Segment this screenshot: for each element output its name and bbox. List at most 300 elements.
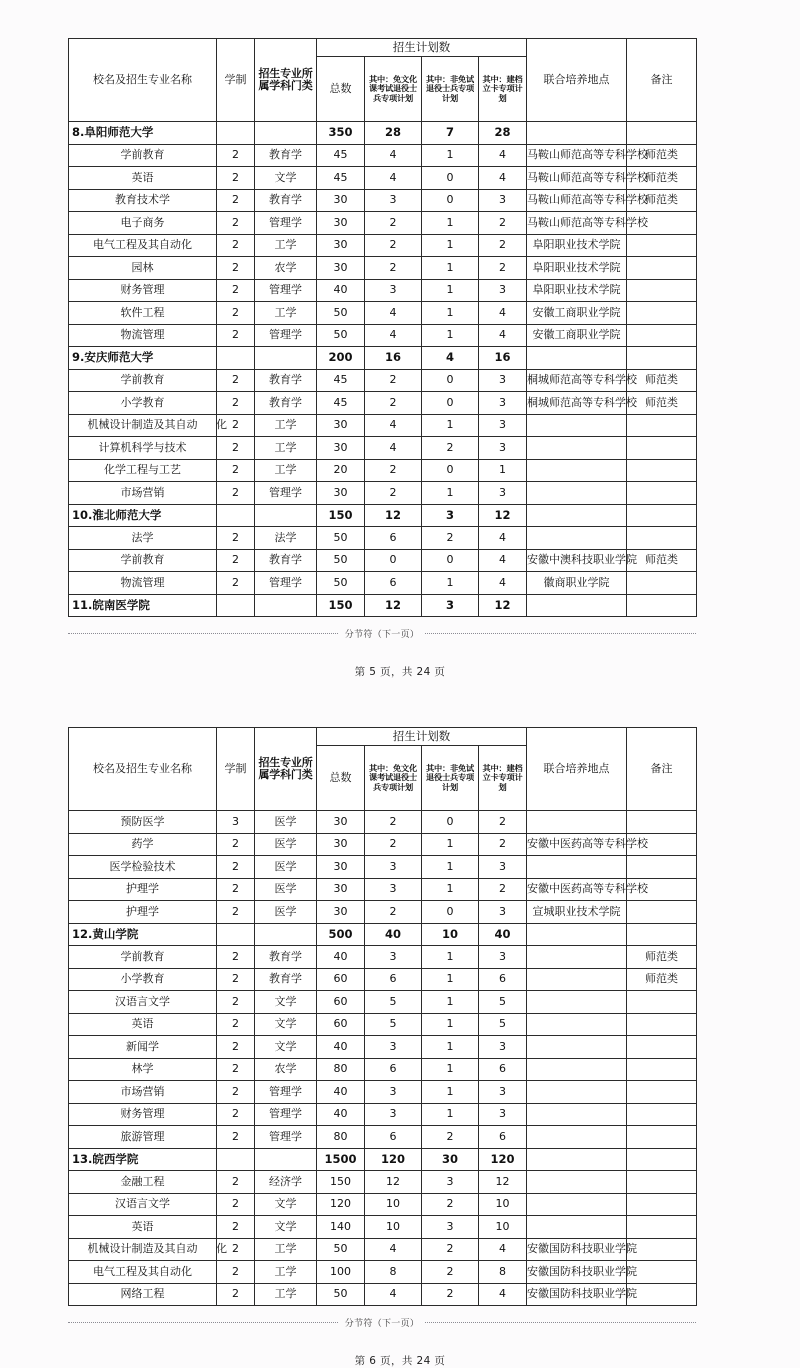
major-row [69,991,697,1014]
total-cell: 100 [317,1261,365,1284]
major-row [69,257,697,280]
exempt-veteran-plan-cell: 120 [365,1148,422,1171]
overflow-character: 化 [216,1242,227,1256]
registered-card-plan-cell: 12 [479,594,527,617]
years-cell: 2 [217,991,255,1014]
discipline-cell: 教育学 [255,549,317,572]
total-cell: 80 [317,1058,365,1081]
discipline-cell: 管理学 [255,1126,317,1149]
nonexempt-veteran-plan-cell: 1 [422,1013,479,1036]
page-footer-5: 第 5 页，共 24 页 [354,666,446,678]
major-row [69,549,697,572]
university-name-cell: 12.黄山学院 [69,923,217,946]
total-cell: 150 [317,594,365,617]
header-sub2: 其中：非免试退役士兵专项计划 [422,746,479,811]
joint-training-place-cell: 安徽国防科技职业学院 [527,1283,627,1306]
joint-training-place-cell [527,991,627,1014]
registered-card-plan-cell: 4 [479,144,527,167]
nonexempt-veteran-plan-cell: 2 [422,1283,479,1306]
total-cell: 30 [317,414,365,437]
major-row [69,1058,697,1081]
years-cell: 2 [217,856,255,879]
registered-card-plan-cell: 4 [479,572,527,595]
nonexempt-veteran-plan-cell: 0 [422,189,479,212]
exempt-veteran-plan-cell: 4 [365,437,422,460]
university-name-cell: 13.皖西学院 [69,1148,217,1171]
note-cell [627,324,697,347]
joint-training-place-cell: 安徽工商职业学院 [527,302,627,325]
discipline-cell: 文学 [255,1216,317,1239]
years-cell: 2 [217,1036,255,1059]
major-name-cell: 小学教育 [69,392,217,415]
years-cell: 2 [217,459,255,482]
discipline-cell: 管理学 [255,482,317,505]
years-cell: 2 [217,189,255,212]
exempt-veteran-plan-cell: 2 [365,459,422,482]
years-cell: 2 [217,234,255,257]
header-sub2: 其中：非免试退役士兵专项计划 [422,57,479,122]
discipline-cell [255,347,317,370]
header-note: 备注 [627,728,697,811]
university-summary-row [69,594,697,617]
total-cell: 40 [317,946,365,969]
note-cell: 师范类 [627,144,697,167]
joint-training-place-cell [527,1171,627,1194]
enrollment-plan-table-page-6 [68,727,697,1306]
discipline-cell: 农学 [255,1058,317,1081]
registered-card-plan-cell: 3 [479,1103,527,1126]
joint-training-place-cell: 马鞍山师范高等专科学校 [527,189,627,212]
discipline-cell [255,1148,317,1171]
joint-training-place-cell: 马鞍山师范高等专科学校 [527,167,627,190]
nonexempt-veteran-plan-cell: 1 [422,946,479,969]
registered-card-plan-cell: 2 [479,833,527,856]
header-plan-group: 招生计划数 [317,39,527,57]
university-name-cell: 8.阜阳师范大学 [69,122,217,145]
discipline-cell: 工学 [255,414,317,437]
registered-card-plan-cell: 3 [479,1081,527,1104]
exempt-veteran-plan-cell: 12 [365,504,422,527]
major-name-cell: 英语 [69,1216,217,1239]
major-row [69,1036,697,1059]
exempt-veteran-plan-cell: 2 [365,369,422,392]
exempt-veteran-plan-cell: 5 [365,1013,422,1036]
discipline-cell: 医学 [255,856,317,879]
note-cell [627,1261,697,1284]
joint-training-place-cell [527,527,627,550]
major-name-cell: 电气工程及其自动化 [69,1261,217,1284]
nonexempt-veteran-plan-cell: 0 [422,369,479,392]
discipline-cell: 教育学 [255,369,317,392]
registered-card-plan-cell: 3 [479,414,527,437]
total-cell: 40 [317,1081,365,1104]
joint-training-place-cell: 徽商职业学院 [527,572,627,595]
exempt-veteran-plan-cell: 12 [365,1171,422,1194]
registered-card-plan-cell: 4 [479,1238,527,1261]
major-name-cell: 汉语言文学 [69,991,217,1014]
total-cell: 30 [317,901,365,924]
registered-card-plan-cell: 12 [479,1171,527,1194]
total-cell: 40 [317,279,365,302]
exempt-veteran-plan-cell: 3 [365,279,422,302]
major-row [69,968,697,991]
total-cell: 40 [317,1036,365,1059]
total-cell: 30 [317,234,365,257]
major-name-cell: 市场营销 [69,1081,217,1104]
major-row [69,167,697,190]
note-cell [627,594,697,617]
note-cell: 师范类 [627,392,697,415]
major-row [69,1013,697,1036]
note-cell [627,1058,697,1081]
major-row [69,1171,697,1194]
major-name-cell: 金融工程 [69,1171,217,1194]
total-cell: 45 [317,369,365,392]
exempt-veteran-plan-cell: 28 [365,122,422,145]
major-row [69,833,697,856]
header-sub1: 其中：免文化课考试退役士兵专项计划 [365,57,422,122]
total-cell: 30 [317,257,365,280]
total-cell: 50 [317,1283,365,1306]
discipline-cell: 工学 [255,234,317,257]
exempt-veteran-plan-cell: 3 [365,189,422,212]
discipline-cell: 教育学 [255,946,317,969]
major-name-cell: 预防医学 [69,811,217,834]
nonexempt-veteran-plan-cell: 3 [422,594,479,617]
exempt-veteran-plan-cell: 3 [365,1103,422,1126]
total-cell: 500 [317,923,365,946]
registered-card-plan-cell: 4 [479,302,527,325]
years-cell [217,594,255,617]
note-cell [627,1171,697,1194]
note-cell [627,347,697,370]
joint-training-place-cell [527,1193,627,1216]
years-cell: 2 [217,1238,255,1261]
major-name-cell: 网络工程 [69,1283,217,1306]
exempt-veteran-plan-cell: 3 [365,878,422,901]
header-sub3: 其中：建档立卡专项计划 [479,57,527,122]
page-footer-6: 第 6 页，共 24 页 [354,1355,446,1367]
total-cell: 50 [317,549,365,572]
exempt-veteran-plan-cell: 4 [365,1283,422,1306]
major-row [69,324,697,347]
total-cell: 30 [317,811,365,834]
note-cell [627,234,697,257]
years-cell: 2 [217,414,255,437]
header-years: 学制 [217,728,255,811]
major-name-cell: 市场营销 [69,482,217,505]
years-cell: 2 [217,212,255,235]
total-cell: 50 [317,572,365,595]
major-name-cell: 机械设计制造及其自动 化 [69,1238,217,1261]
discipline-cell: 管理学 [255,212,317,235]
years-cell [217,347,255,370]
major-name-cell: 学前教育 [69,946,217,969]
years-cell: 2 [217,968,255,991]
discipline-cell: 工学 [255,302,317,325]
major-name-cell: 电气工程及其自动化 [69,234,217,257]
years-cell: 3 [217,811,255,834]
major-name-cell: 汉语言文学 [69,1193,217,1216]
major-name-cell: 英语 [69,1013,217,1036]
exempt-veteran-plan-cell: 0 [365,549,422,572]
nonexempt-veteran-plan-cell: 30 [422,1148,479,1171]
exempt-veteran-plan-cell: 4 [365,1238,422,1261]
major-name-cell: 财务管理 [69,279,217,302]
exempt-veteran-plan-cell: 4 [365,414,422,437]
nonexempt-veteran-plan-cell: 1 [422,878,479,901]
total-cell: 140 [317,1216,365,1239]
discipline-cell: 教育学 [255,189,317,212]
registered-card-plan-cell: 4 [479,527,527,550]
years-cell: 2 [217,1126,255,1149]
overflow-character: 化 [216,418,227,432]
joint-training-place-cell: 阜阳职业技术学院 [527,279,627,302]
nonexempt-veteran-plan-cell: 2 [422,1126,479,1149]
joint-training-place-cell: 桐城师范高等专科学校 [527,392,627,415]
total-cell: 200 [317,347,365,370]
registered-card-plan-cell: 2 [479,878,527,901]
exempt-veteran-plan-cell: 2 [365,482,422,505]
note-cell [627,1193,697,1216]
header-place: 联合培养地点 [527,39,627,122]
total-cell: 50 [317,324,365,347]
major-name-cell: 林学 [69,1058,217,1081]
note-cell: 师范类 [627,968,697,991]
total-cell: 1500 [317,1148,365,1171]
discipline-cell: 医学 [255,833,317,856]
nonexempt-veteran-plan-cell: 3 [422,504,479,527]
registered-card-plan-cell: 2 [479,212,527,235]
document-page-6 [0,709,800,1368]
years-cell: 2 [217,1081,255,1104]
joint-training-place-cell [527,1058,627,1081]
total-cell: 30 [317,833,365,856]
years-cell: 2 [217,878,255,901]
major-name-cell: 法学 [69,527,217,550]
note-cell [627,811,697,834]
university-summary-row [69,122,697,145]
years-cell: 2 [217,946,255,969]
nonexempt-veteran-plan-cell: 0 [422,459,479,482]
discipline-cell: 管理学 [255,572,317,595]
note-cell: 师范类 [627,167,697,190]
joint-training-place-cell: 马鞍山师范高等专科学校 [527,144,627,167]
years-cell: 2 [217,833,255,856]
header-place: 联合培养地点 [527,728,627,811]
total-cell: 30 [317,437,365,460]
registered-card-plan-cell: 1 [479,459,527,482]
discipline-cell: 管理学 [255,279,317,302]
years-cell: 2 [217,144,255,167]
exempt-veteran-plan-cell: 3 [365,1036,422,1059]
years-cell: 2 [217,369,255,392]
university-summary-row [69,504,697,527]
nonexempt-veteran-plan-cell: 1 [422,856,479,879]
discipline-cell: 工学 [255,1238,317,1261]
nonexempt-veteran-plan-cell: 2 [422,1261,479,1284]
enrollment-plan-table-page-5 [68,38,697,617]
years-cell: 2 [217,901,255,924]
major-row [69,527,697,550]
discipline-cell: 教育学 [255,968,317,991]
nonexempt-veteran-plan-cell: 1 [422,257,479,280]
registered-card-plan-cell: 12 [479,504,527,527]
years-cell [217,504,255,527]
joint-training-place-cell [527,811,627,834]
table-header [69,728,697,811]
exempt-veteran-plan-cell: 6 [365,572,422,595]
joint-training-place-cell: 安徽国防科技职业学院 [527,1238,627,1261]
registered-card-plan-cell: 8 [479,1261,527,1284]
joint-training-place-cell [527,856,627,879]
total-cell: 60 [317,968,365,991]
joint-training-place-cell [527,414,627,437]
nonexempt-veteran-plan-cell: 0 [422,811,479,834]
total-cell: 120 [317,1193,365,1216]
registered-card-plan-cell: 3 [479,856,527,879]
registered-card-plan-cell: 10 [479,1216,527,1239]
discipline-cell: 文学 [255,1036,317,1059]
note-cell [627,1216,697,1239]
discipline-cell: 文学 [255,167,317,190]
discipline-cell: 文学 [255,1193,317,1216]
note-cell [627,504,697,527]
joint-training-place-cell [527,437,627,460]
university-summary-row [69,923,697,946]
nonexempt-veteran-plan-cell: 0 [422,549,479,572]
years-cell: 2 [217,1216,255,1239]
years-cell: 2 [217,392,255,415]
note-cell [627,1081,697,1104]
discipline-cell: 管理学 [255,1081,317,1104]
exempt-veteran-plan-cell: 4 [365,302,422,325]
exempt-veteran-plan-cell: 2 [365,901,422,924]
nonexempt-veteran-plan-cell: 1 [422,144,479,167]
total-cell: 50 [317,527,365,550]
university-name-cell: 10.淮北师范大学 [69,504,217,527]
joint-training-place-cell: 安徽工商职业学院 [527,324,627,347]
major-name-cell: 护理学 [69,901,217,924]
registered-card-plan-cell: 16 [479,347,527,370]
major-row [69,392,697,415]
major-row [69,811,697,834]
total-cell: 30 [317,212,365,235]
note-cell: 师范类 [627,946,697,969]
header-total: 总数 [317,57,365,122]
registered-card-plan-cell: 2 [479,234,527,257]
nonexempt-veteran-plan-cell: 1 [422,414,479,437]
discipline-cell: 教育学 [255,392,317,415]
note-cell: 师范类 [627,369,697,392]
major-row [69,1126,697,1149]
nonexempt-veteran-plan-cell: 3 [422,1171,479,1194]
joint-training-place-cell: 宣城职业技术学院 [527,901,627,924]
major-name-cell: 药学 [69,833,217,856]
note-cell [627,437,697,460]
section-break-page-6 [68,1313,696,1331]
major-row [69,1261,697,1284]
joint-training-place-cell [527,459,627,482]
document-page-5 [0,0,800,679]
exempt-veteran-plan-cell: 8 [365,1261,422,1284]
header-years: 学制 [217,39,255,122]
nonexempt-veteran-plan-cell: 0 [422,167,479,190]
note-cell [627,459,697,482]
years-cell [217,923,255,946]
exempt-veteran-plan-cell: 5 [365,991,422,1014]
nonexempt-veteran-plan-cell: 3 [422,1216,479,1239]
note-cell [627,1283,697,1306]
exempt-veteran-plan-cell: 2 [365,833,422,856]
joint-training-place-cell [527,504,627,527]
registered-card-plan-cell: 3 [479,392,527,415]
registered-card-plan-cell: 5 [479,991,527,1014]
years-cell: 2 [217,437,255,460]
table-header [69,39,697,122]
major-name-cell: 英语 [69,167,217,190]
registered-card-plan-cell: 6 [479,968,527,991]
joint-training-place-cell [527,347,627,370]
nonexempt-veteran-plan-cell: 1 [422,1081,479,1104]
exempt-veteran-plan-cell: 6 [365,968,422,991]
joint-training-place-cell: 阜阳职业技术学院 [527,234,627,257]
major-row [69,144,697,167]
university-summary-row [69,1148,697,1171]
note-cell [627,527,697,550]
total-cell: 40 [317,1103,365,1126]
nonexempt-veteran-plan-cell: 1 [422,1058,479,1081]
major-name-cell: 物流管理 [69,572,217,595]
registered-card-plan-cell: 6 [479,1126,527,1149]
exempt-veteran-plan-cell: 3 [365,946,422,969]
note-cell [627,1103,697,1126]
discipline-cell: 法学 [255,527,317,550]
table-body-page-6 [69,811,697,1306]
total-cell: 60 [317,1013,365,1036]
registered-card-plan-cell: 4 [479,549,527,572]
exempt-veteran-plan-cell: 12 [365,594,422,617]
discipline-cell: 工学 [255,1283,317,1306]
major-name-cell: 机械设计制造及其自动 化 [69,414,217,437]
joint-training-place-cell [527,1103,627,1126]
total-cell: 30 [317,878,365,901]
total-cell: 45 [317,392,365,415]
nonexempt-veteran-plan-cell: 0 [422,901,479,924]
joint-training-place-cell [527,122,627,145]
total-cell: 50 [317,1238,365,1261]
joint-training-place-cell [527,923,627,946]
exempt-veteran-plan-cell: 16 [365,347,422,370]
major-row [69,482,697,505]
total-cell: 45 [317,144,365,167]
major-name-cell: 化学工程与工艺 [69,459,217,482]
joint-training-place-cell [527,946,627,969]
years-cell: 2 [217,167,255,190]
nonexempt-veteran-plan-cell: 1 [422,324,479,347]
table-body-page-5 [69,122,697,617]
note-cell [627,572,697,595]
exempt-veteran-plan-cell: 6 [365,527,422,550]
joint-training-place-cell [527,1081,627,1104]
total-cell: 80 [317,1126,365,1149]
registered-card-plan-cell: 6 [479,1058,527,1081]
years-cell: 2 [217,1193,255,1216]
nonexempt-veteran-plan-cell: 1 [422,1036,479,1059]
header-plan-group: 招生计划数 [317,728,527,746]
registered-card-plan-cell: 3 [479,946,527,969]
exempt-veteran-plan-cell: 2 [365,212,422,235]
